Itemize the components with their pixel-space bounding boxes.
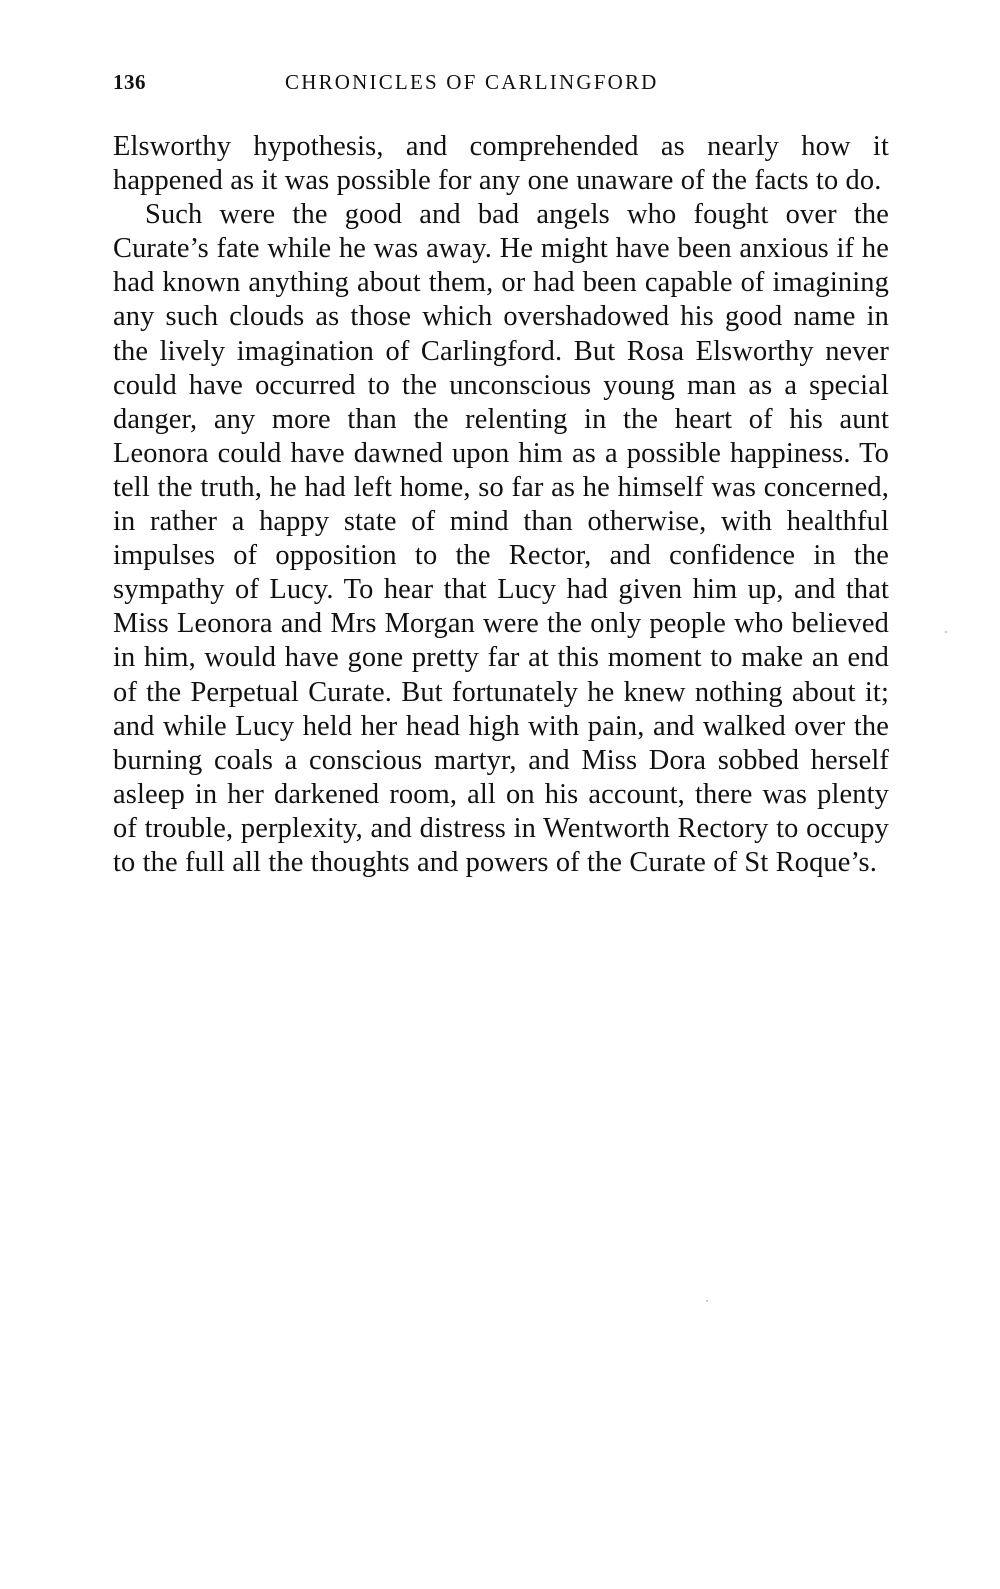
- running-head: [113, 60, 889, 110]
- paragraph-continuation: Elsworthy hypothesis, and comprehended as nearly how it happened as it was possible for any one unaware of the facts to do.: [113, 131, 889, 197]
- page-number: 136: [113, 70, 146, 94]
- running-title: CHRONICLES OF CARLINGFORD: [285, 70, 659, 94]
- scan-speck: [945, 631, 947, 633]
- body-text: [113, 130, 889, 880]
- scan-speck: [706, 1300, 708, 1302]
- book-page: [113, 60, 889, 880]
- paragraph: Such were the good and bad angels who fought over the Curate’s fate while he was away. He might have been anxious if he had known anything about them, or had been capable of imagining any such clouds as those which overshadowed his good name in the lively imagination of Carlingford. But Rosa Elsworthy never could have occurred to the unconscious young man as a special danger, any more than the relenting in the heart of his aunt Leonora could have dawned upon him as a possible happiness. To tell the truth, he had left home, so far as he himself was concerned, in rather a happy state of mind than otherwise, with healthful impulses of opposition to the Rector, and confidence in the sympathy of Lucy. To hear that Lucy had given him up, and that Miss Leonora and Mrs Morgan were the only people who believed in him, would have gone pretty far at this moment to make an end of the Perpetual Curate. But fortunately he knew nothing about it; and while Lucy held her head high with pain, and walked over the burning coals a conscious martyr, and Miss Dora sobbed herself asleep in her darkened room, all on his account, there was plenty of trouble, perplexity, and distress in Wentworth Rectory to occupy to the full all the thoughts and powers of the Curate of St Roque’s.: [113, 199, 889, 878]
